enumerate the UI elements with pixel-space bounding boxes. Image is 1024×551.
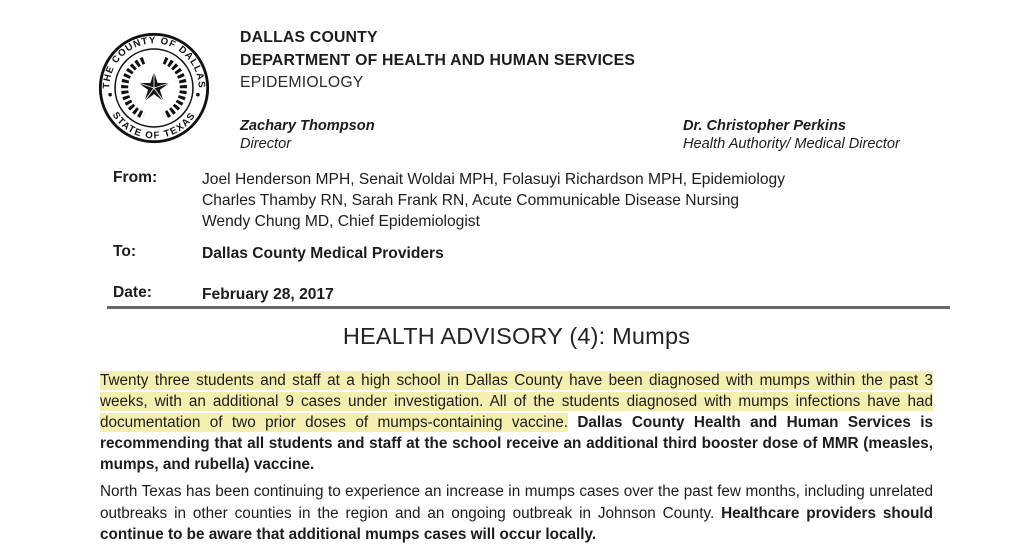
medical-director-name: Dr. Christopher Perkins — [683, 118, 847, 134]
org-department: DEPARTMENT OF HEALTH AND HUMAN SERVICES — [240, 51, 636, 69]
date-label: Date: — [113, 284, 152, 301]
dallas-county-seal-icon — [97, 31, 211, 145]
paragraph-outbreak — [100, 370, 933, 475]
official-director — [240, 118, 375, 153]
seal-top-text: THE COUNTY OF DALLAS — [101, 35, 207, 90]
seal-bottom-text: STATE OF TEXAS — [109, 110, 199, 142]
director-name: Zachary Thompson — [240, 118, 375, 134]
from-value — [202, 169, 785, 233]
date-value: February 28, 2017 — [202, 286, 334, 303]
letterhead-org-block — [240, 27, 635, 95]
official-medical-director — [683, 118, 900, 153]
region-text: North Texas has been continuing to experience an increase in mumps cases over the past few months, including unrelated outbreaks in other counties in the region and an ongoing outbreak in Johnson County. — [100, 483, 933, 522]
from-line-1: Joel Henderson MPH, Senait Woldai MPH, Folasuyi Richardson MPH, Epidemiology — [202, 171, 785, 188]
from-line-2: Charles Thamby RN, Sarah Frank RN, Acute Communicable Disease Nursing — [202, 192, 740, 210]
director-title: Director — [240, 135, 292, 152]
horizontal-rule — [107, 306, 950, 309]
medical-director-title: Health Authority/ Medical Director — [683, 135, 900, 152]
paragraph-region — [100, 481, 933, 544]
from-line-3: Wendy Chung MD, Chief Epidemiologist — [202, 213, 480, 231]
advisory-body — [100, 370, 933, 545]
highlighted-text: Twenty three students and staff at a high school in Dallas County have been diagnosed with mumps within the past 3 weeks, with an additional 9 cases under investigation. All of the students diagnosed with mumps infections have had documentation of two prior doses of mumps-containing vaccine. — [100, 372, 933, 432]
org-name: DALLAS COUNTY — [240, 29, 378, 46]
advisory-title: HEALTH ADVISORY (4): Mumps — [342, 323, 691, 349]
recommendation-bold-text: Dallas County Health and Human Services is recommending that all students and staff at the school receive an additional third booster dose of MMR (measles, mumps, and rubella) vaccine. — [100, 414, 933, 474]
svg-text:STATE OF TEXAS — [110, 110, 198, 141]
to-label: To: — [113, 243, 137, 260]
to-value: Dallas County Medical Providers — [202, 245, 444, 262]
from-label: From: — [113, 169, 158, 186]
providers-bold-text: Healthcare providers should continue to be aware that additional mumps cases will occur locally. — [100, 504, 934, 543]
org-division: EPIDEMIOLOGY — [240, 74, 364, 91]
